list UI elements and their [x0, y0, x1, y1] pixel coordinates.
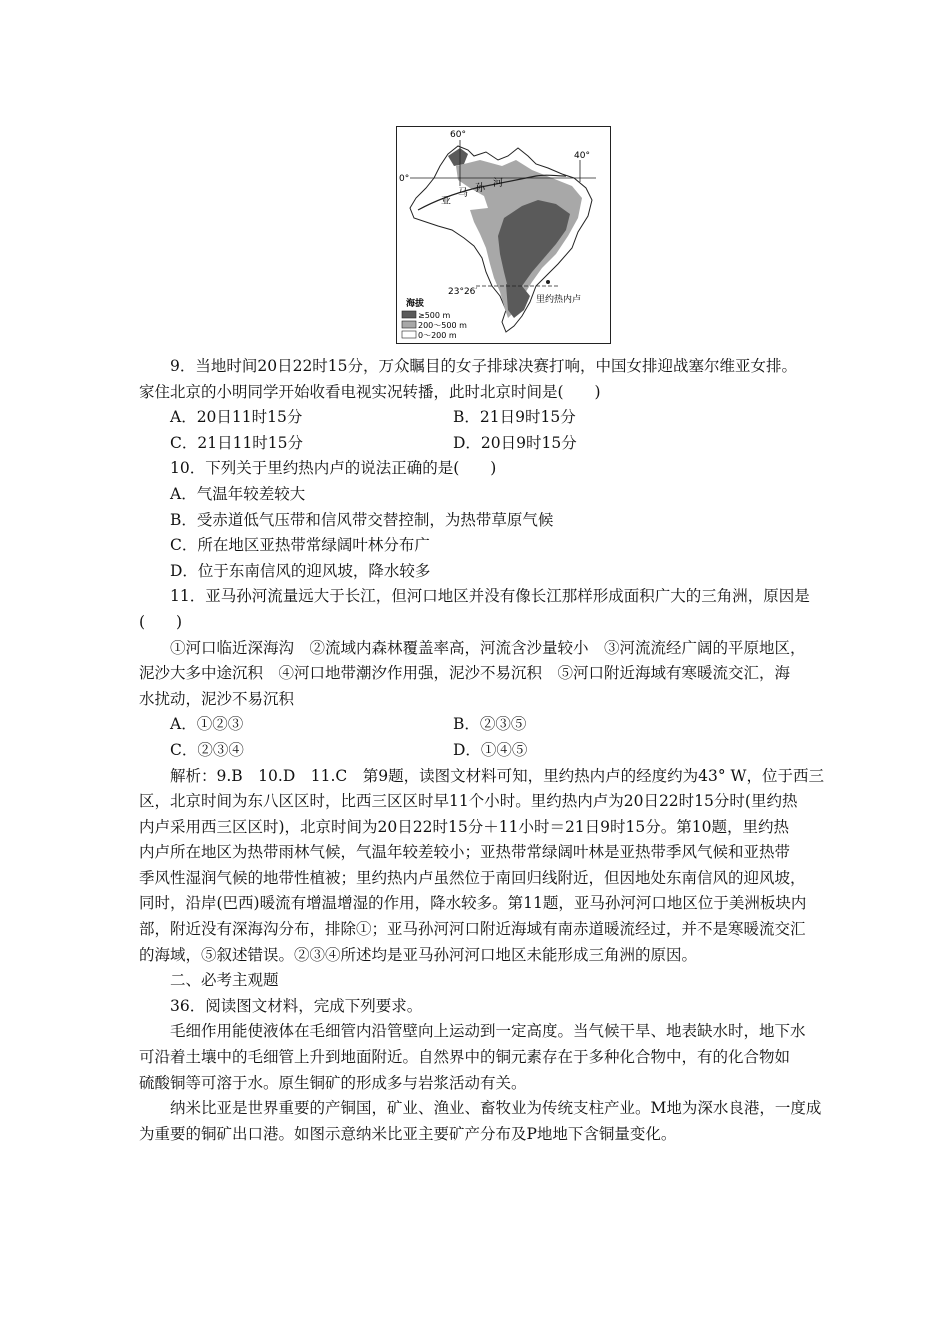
q9-stem-line2: 家住北京的小明同学开始收看电视实况转播，此时北京时间是( ): [139, 382, 601, 401]
q10-option-b: B．受赤道低气压带和信风带交替控制，为热带草原气候: [170, 510, 554, 529]
analysis-line1: 解析：9.B 10.D 11.C 第9题，读图文材料可知，里约热内卢的经度约为43° W，位于西三: [170, 766, 824, 785]
city-label: 里约热内卢: [536, 295, 582, 305]
q36-para1-line2: 可沿着土壤中的毛细管上升到地面附近。自然界中的铜元素存在于多种化合物中，有的化合物如: [139, 1048, 791, 1067]
q11-option-a: A．①②③: [170, 715, 244, 734]
q36-para2-line1: 纳米比亚是世界重要的产铜国，矿业、渔业、畜牧业为传统支柱产业。M地为深水良港，一度成: [170, 1099, 822, 1118]
question-body: [139, 354, 839, 1147]
legend-title: 海拔: [406, 299, 425, 309]
q11-stem-line2: ( ): [139, 612, 183, 631]
q11-items-line3: 水扰动，泥沙不易沉积: [139, 689, 295, 708]
analysis-line5: 季风性湿润气候的地带性植被；里约热内卢虽然位于南回归线附近，但因地处东南信风的迎风坡，: [139, 868, 806, 887]
q10-option-c: C．所在地区亚热带常绿阔叶林分布广: [170, 536, 430, 555]
lon60-label: 60°: [450, 130, 466, 140]
analysis-line4: 内卢所在地区为热带雨林气候，气温年较差较小；亚热带常绿阔叶林是亚热带季风气候和亚热带: [139, 843, 791, 862]
q9-option-b: B．21日9时15分: [453, 408, 576, 427]
q36-para1-line1: 毛细作用能使液体在毛细管内沿管壁向上运动到一定高度。当气候干旱、地表缺水时，地下水: [170, 1022, 806, 1041]
legend-item-mid: 200～500 m: [418, 321, 467, 330]
river-char-3: 孙: [475, 183, 485, 194]
legend-swatch-high: [402, 311, 416, 318]
river-char-2: 马: [458, 188, 468, 199]
q9-option-d: D．20日9时15分: [453, 433, 577, 452]
analysis-line8: 的海域，⑤叙述错误。②③④所述均是亚马孙河河口地区未能形成三角洲的原因。: [139, 945, 698, 964]
q11-option-b: B．②③⑤: [453, 715, 527, 734]
lat2326-label: 23°26′: [448, 287, 478, 297]
q11-items-line2: 泥沙大多中途沉积 ④河口地带潮汐作用强，泥沙不易沉积 ⑤河口附近海域有寒暖流交汇，海: [139, 664, 791, 683]
brazil-elevation-map: [396, 126, 611, 344]
q11-option-c: C．②③④: [170, 740, 244, 759]
legend-item-low: 0～200 m: [418, 331, 457, 340]
q9-option-a: A．20日11时15分: [170, 408, 303, 427]
analysis-line7: 部，附近没有深海沟分布，排除①；亚马孙河河口附近海域有南赤道暖流经过，并不是寒暖流交汇: [139, 920, 806, 939]
legend-swatch-low: [402, 331, 416, 338]
analysis-line2: 区，北京时间为东八区区时，比西三区区时早11个小时。里约热内卢为20日22时15分时(里约热: [139, 792, 798, 811]
q11-stem-line1: 11．亚马孙河流量远大于长江，但河口地区并没有像长江那样形成面积广大的三角洲，原因是: [170, 587, 810, 606]
q36-para1-line3: 硫酸铜等可溶于水。原生铜矿的形成多与岩浆活动有关。: [139, 1073, 527, 1092]
q36-para2-line2: 为重要的铜矿出口港。如图示意纳米比亚主要矿产分布及P地地下含铜量变化。: [139, 1124, 677, 1143]
q10-option-a: A．气温年较差较大: [170, 484, 306, 503]
analysis-line6: 同时，沿岸(巴西)暖流有增温增湿的作用，降水较多。第11题，亚马孙河河口地区位于美洲板块内: [139, 894, 807, 913]
q9-stem-line1: 9．当地时间20日22时15分，万众瞩目的女子排球决赛打响，中国女排迎战塞尔维亚女排。: [170, 357, 798, 375]
q36-stem: 36．阅读图文材料，完成下列要求。: [170, 996, 423, 1015]
section-heading: 二、必考主观题: [170, 971, 279, 990]
q11-items-line1: ①河口临近深海沟 ②流域内森林覆盖率高，河流含沙量较小 ③河流流经广阔的平原地区，: [170, 638, 806, 657]
q9-option-c: C．21日11时15分: [170, 433, 304, 452]
q9-options-row1: [139, 405, 839, 431]
legend-swatch-mid: [402, 321, 416, 328]
river-char-4: 河: [493, 178, 503, 189]
q11-options-row1: [139, 712, 839, 738]
legend-item-high: ≥500 m: [418, 311, 451, 320]
analysis-line3: 内卢采用西三区区时)，北京时间为20日22时15分＋11小时＝21日9时15分。第10题，里约热: [139, 817, 789, 836]
lon40-label: 40°: [574, 151, 590, 161]
q10-stem: 10．下列关于里约热内卢的说法正确的是( ): [170, 459, 497, 478]
q9-options-row2: [139, 431, 839, 457]
q11-options-row2: [139, 738, 839, 764]
lat0-label: 0°: [399, 174, 410, 184]
rio-marker: [546, 280, 550, 284]
q11-option-d: D．①④⑤: [453, 740, 528, 759]
river-char-1: 亚: [441, 196, 451, 207]
q10-option-d: D．位于东南信风的迎风坡，降水较多: [170, 561, 431, 580]
